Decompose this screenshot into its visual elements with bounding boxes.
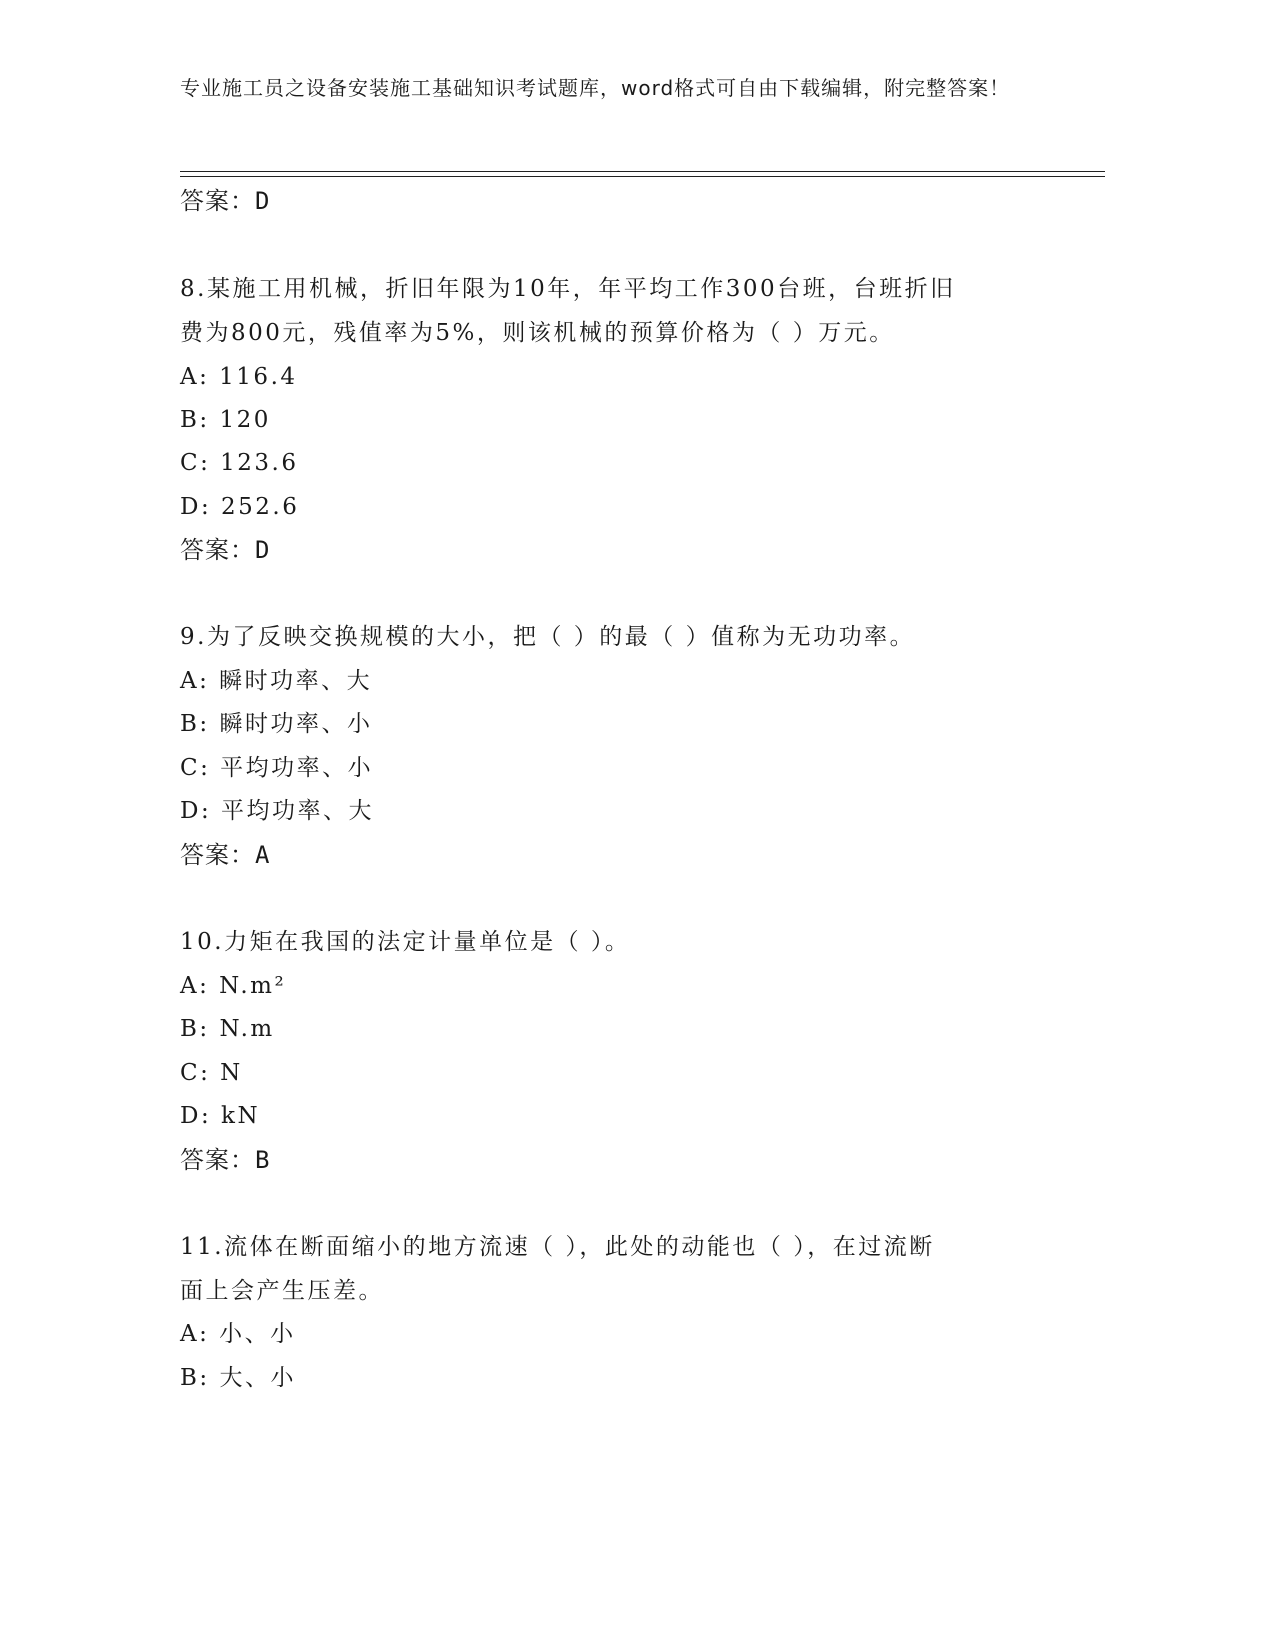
- answer-label: 答案：: [180, 187, 255, 215]
- question-10-option-b: B: N.m: [180, 1016, 275, 1042]
- answer-label: 答案：: [180, 841, 255, 869]
- header-divider-bottom: [180, 176, 1105, 177]
- question-9-option-b: B: 瞬时功率、小: [180, 711, 373, 737]
- answer-value: A: [255, 841, 271, 869]
- question-8-answer: [180, 535, 270, 565]
- question-8-option-c: C: 123.6: [180, 450, 299, 476]
- answer-label: 答案：: [180, 536, 255, 564]
- question-10-option-c: C: N: [180, 1060, 243, 1086]
- question-9-answer: [180, 840, 270, 870]
- question-8-option-a: A: 116.4: [180, 364, 298, 390]
- question-10-option-d: D: kN: [180, 1103, 261, 1129]
- answer-value: D: [255, 536, 271, 564]
- question-8-option-d: D: 252.6: [180, 494, 300, 520]
- question-8-option-b: B: 120: [180, 407, 271, 433]
- question-9-option-d: D: 平均功率、大: [180, 798, 375, 824]
- question-11-stem-line-1: 11.流体在断面缩小的地方流速（ ），此处的动能也（ ），在过流断: [180, 1234, 935, 1260]
- answer-value: D: [255, 187, 271, 215]
- question-9-option-a: A: 瞬时功率、大: [180, 668, 373, 694]
- question-10-stem-line-1: 10.力矩在我国的法定计量单位是（ ）。: [180, 929, 631, 955]
- question-9-option-c: C: 平均功率、小: [180, 755, 374, 781]
- question-8-stem-line-1: 8.某施工用机械，折旧年限为10年，年平均工作300台班，台班折旧: [180, 276, 956, 302]
- question-11-option-b: B: 大、小: [180, 1365, 296, 1391]
- question-11-stem-line-2: 面上会产生压差。: [180, 1278, 384, 1304]
- header-divider-top: [180, 171, 1105, 172]
- document-header: 专业施工员之设备安装施工基础知识考试题库，word格式可自由下载编辑，附完整答案！: [180, 76, 1011, 100]
- answer-value: B: [255, 1146, 271, 1174]
- answer-label: 答案：: [180, 1146, 255, 1174]
- answer-line: [180, 186, 270, 216]
- question-8-stem-line-2: 费为800元，残值率为5%，则该机械的预算价格为（ ）万元。: [180, 320, 895, 346]
- question-10-answer: [180, 1145, 270, 1175]
- question-10-option-a: A: N.m²: [180, 973, 287, 999]
- question-9-stem-line-1: 9.为了反映交换规模的大小，把（ ）的最（ ）值称为无功功率。: [180, 624, 916, 650]
- question-11-option-a: A: 小、小: [180, 1321, 296, 1347]
